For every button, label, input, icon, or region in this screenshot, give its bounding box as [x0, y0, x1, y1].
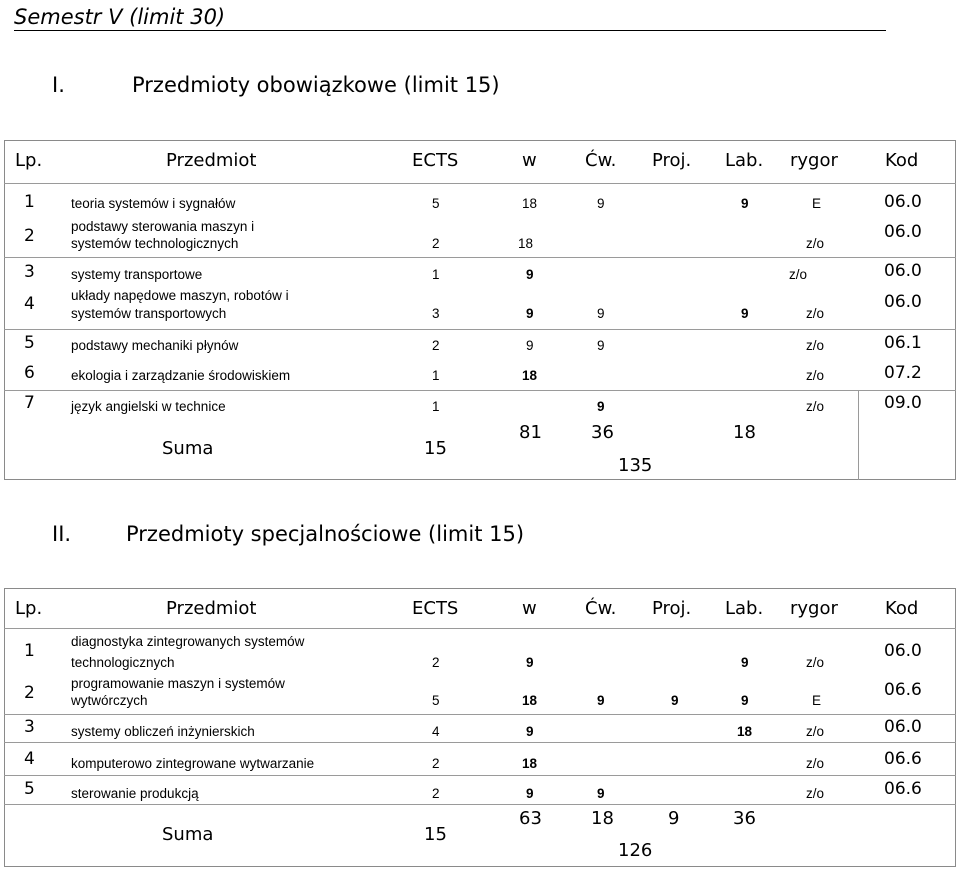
- row-lab: 9: [741, 306, 749, 321]
- row-subject: język angielski w technice: [71, 399, 226, 414]
- sum-cw: 18: [591, 808, 614, 829]
- row-lp: 2: [24, 226, 35, 246]
- row-subject: układy napędowe maszyn, robotów i: [71, 288, 289, 303]
- row-rygor: z/o: [806, 306, 825, 321]
- row-rygor: z/o: [789, 267, 808, 282]
- header-przedmiot: Przedmiot: [166, 150, 257, 171]
- row-kod: 09.0: [884, 393, 922, 413]
- header-w: w: [522, 598, 537, 619]
- row-lp: 5: [24, 779, 35, 799]
- page-title: Semestr V (limit 30): [14, 5, 226, 29]
- row-rygor: z/o: [806, 338, 825, 353]
- table-1-row-divider: [4, 183, 956, 184]
- row-kod: 06.0: [884, 717, 922, 737]
- row-kod: 06.0: [884, 292, 922, 312]
- section-1-number: I.: [52, 73, 65, 97]
- table-2-row-divider: [4, 714, 956, 715]
- row-rygor: z/o: [806, 786, 825, 801]
- row-subject: podstawy sterowania maszyn i: [71, 219, 255, 234]
- row-w: 9: [526, 338, 534, 353]
- row-lp: 5: [24, 333, 35, 353]
- row-lp: 7: [24, 393, 35, 413]
- sum-lab: 18: [733, 422, 756, 443]
- header-lab: Lab.: [725, 598, 764, 619]
- row-lp: 4: [24, 294, 35, 314]
- row-subject-line2: wytwórczych: [71, 693, 148, 708]
- row-ects: 1: [432, 399, 440, 414]
- row-w: 18: [522, 196, 538, 211]
- row-lab: 9: [741, 693, 749, 708]
- row-cw: 9: [597, 338, 605, 353]
- header-przedmiot: Przedmiot: [166, 598, 257, 619]
- section-1-title: Przedmioty obowiązkowe (limit 15): [132, 73, 500, 97]
- row-ects: 2: [432, 786, 440, 801]
- row-kod: 06.0: [884, 261, 922, 281]
- row-kod: 07.2: [884, 363, 922, 383]
- header-proj: Proj.: [652, 598, 692, 619]
- sum-total: 135: [618, 455, 653, 476]
- sum-lab: 36: [733, 808, 756, 829]
- row-cw: 9: [597, 786, 605, 801]
- row-lp: 1: [24, 192, 35, 212]
- table-1-col-divider: [858, 390, 859, 480]
- row-lab: 18: [737, 724, 753, 739]
- row-lab: 9: [741, 655, 749, 670]
- row-subject: systemy obliczeń inżynierskich: [71, 724, 255, 739]
- row-w: 9: [526, 786, 534, 801]
- row-subject: systemy transportowe: [71, 267, 203, 282]
- row-ects: 2: [432, 756, 440, 771]
- row-rygor: z/o: [806, 368, 825, 383]
- row-cw: 9: [597, 196, 605, 211]
- row-lp: 6: [24, 363, 35, 383]
- row-w: 18: [522, 756, 538, 771]
- row-ects: 5: [432, 693, 440, 708]
- table-2-row-divider: [4, 742, 956, 743]
- row-subject: komputerowo zintegrowane wytwarzanie: [71, 756, 315, 771]
- row-rygor: E: [812, 693, 822, 708]
- row-kod: 06.6: [884, 680, 922, 700]
- row-cw: 9: [597, 306, 605, 321]
- row-ects: 2: [432, 236, 440, 251]
- row-subject: sterowanie produkcją: [71, 786, 199, 801]
- row-w: 18: [522, 693, 538, 708]
- sum-w: 81: [519, 422, 542, 443]
- header-cw: Ćw.: [585, 598, 617, 619]
- sum-w: 63: [519, 808, 542, 829]
- header-rygor: rygor: [790, 150, 838, 171]
- row-w: 9: [526, 267, 534, 282]
- table-2-row-divider: [4, 775, 956, 776]
- header-lp: Lp.: [15, 150, 43, 171]
- table-1-row-divider: [4, 329, 956, 330]
- row-rygor: z/o: [806, 756, 825, 771]
- row-subject-line2: technologicznych: [71, 655, 175, 670]
- row-rygor: z/o: [806, 236, 825, 251]
- header-rygor: rygor: [790, 598, 838, 619]
- section-2-title: Przedmioty specjalnościowe (limit 15): [126, 522, 525, 546]
- row-lp: 4: [24, 749, 35, 769]
- row-lab: 9: [741, 196, 749, 211]
- row-rygor: z/o: [806, 724, 825, 739]
- row-rygor: z/o: [806, 655, 825, 670]
- row-subject: teoria systemów i sygnałów: [71, 196, 236, 211]
- row-subject: podstawy mechaniki płynów: [71, 338, 239, 353]
- header-w: w: [522, 150, 537, 171]
- header-kod: Kod: [885, 598, 919, 619]
- sum-ects: 15: [424, 824, 447, 845]
- row-ects: 2: [432, 338, 440, 353]
- row-kod: 06.0: [884, 222, 922, 242]
- row-subject: ekologia i zarządzanie środowiskiem: [71, 368, 291, 383]
- table-2-row-divider: [4, 628, 956, 629]
- table-1-row-divider: [4, 390, 956, 391]
- row-lp: 2: [24, 683, 35, 703]
- header-lab: Lab.: [725, 150, 764, 171]
- row-ects: 1: [432, 368, 440, 383]
- sum-proj: 9: [668, 808, 680, 829]
- header-cw: Ćw.: [585, 150, 617, 171]
- header-ects: ECTS: [412, 598, 459, 619]
- row-proj: 9: [671, 693, 679, 708]
- row-lp: 3: [24, 717, 35, 737]
- header-proj: Proj.: [652, 150, 692, 171]
- header-kod: Kod: [885, 150, 919, 171]
- row-subject-line2: systemów transportowych: [71, 306, 227, 321]
- row-subject: diagnostyka zintegrowanych systemów: [71, 634, 305, 649]
- title-underline: [14, 30, 886, 31]
- row-cw: 9: [597, 693, 605, 708]
- row-lp: 1: [24, 641, 35, 661]
- sum-label: Suma: [162, 438, 214, 459]
- row-ects: 2: [432, 655, 440, 670]
- sum-ects: 15: [424, 438, 447, 459]
- row-ects: 5: [432, 196, 440, 211]
- header-ects: ECTS: [412, 150, 459, 171]
- row-w: 18: [522, 368, 538, 383]
- row-kod: 06.6: [884, 749, 922, 769]
- row-ects: 4: [432, 724, 440, 739]
- row-rygor: z/o: [806, 399, 825, 414]
- table-2-row-divider: [4, 804, 956, 805]
- row-ects: 3: [432, 306, 440, 321]
- row-lp: 3: [24, 262, 35, 282]
- row-kod: 06.1: [884, 333, 922, 353]
- table-1-row-divider: [4, 257, 956, 258]
- sum-label: Suma: [162, 824, 214, 845]
- row-w: 9: [526, 655, 534, 670]
- row-cw: 9: [597, 399, 605, 414]
- sum-total: 126: [618, 840, 653, 861]
- row-w: 18: [518, 236, 534, 251]
- row-kod: 06.6: [884, 779, 922, 799]
- header-lp: Lp.: [15, 598, 43, 619]
- row-subject-line2: systemów technologicznych: [71, 236, 239, 251]
- row-w: 9: [526, 724, 534, 739]
- section-2-number: II.: [52, 522, 72, 546]
- row-ects: 1: [432, 267, 440, 282]
- row-kod: 06.0: [884, 192, 922, 212]
- sum-cw: 36: [591, 422, 614, 443]
- row-w: 9: [526, 306, 534, 321]
- row-kod: 06.0: [884, 641, 922, 661]
- row-subject: programowanie maszyn i systemów: [71, 676, 285, 691]
- row-rygor: E: [812, 196, 822, 211]
